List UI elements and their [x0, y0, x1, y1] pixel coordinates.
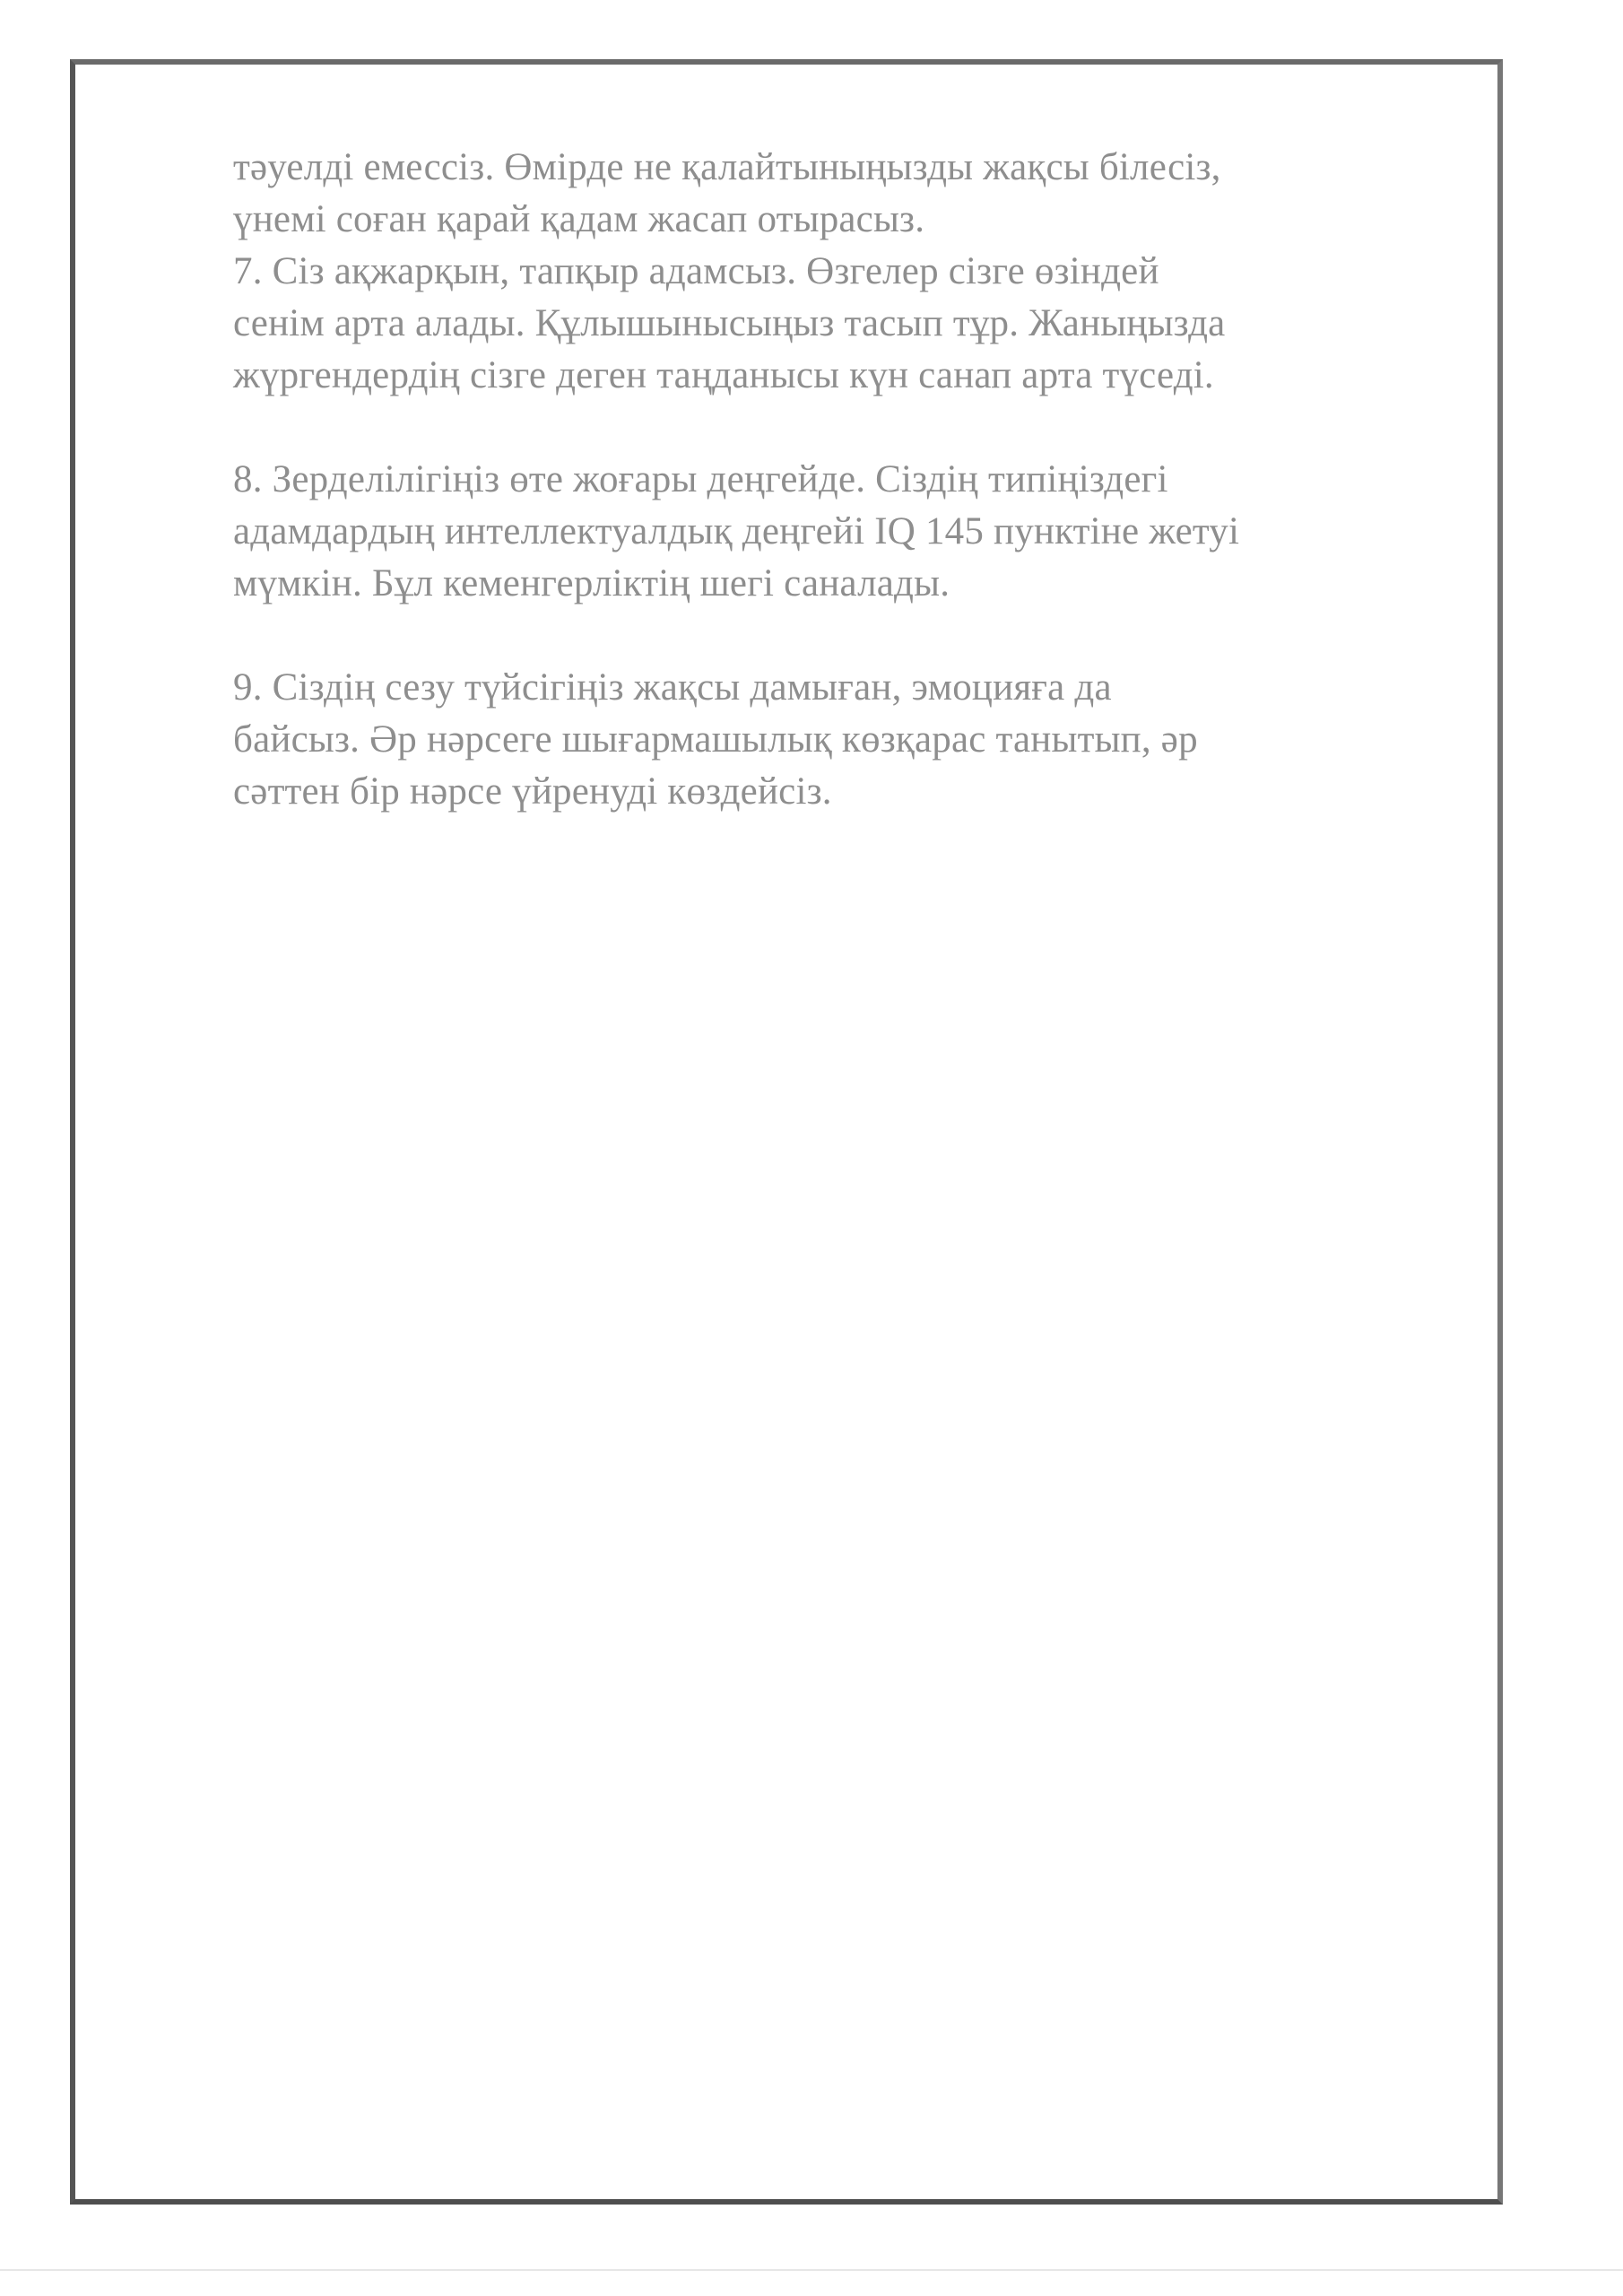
- paragraph-item-7: [233, 246, 1506, 402]
- text-line: 7. Сіз ақжарқын, тапқыр адамсыз. Өзгелер сізге өзіндей: [233, 250, 1159, 292]
- text-line: сәттен бір нәрсе үйренуді көздейсіз.: [233, 770, 832, 813]
- paragraph-continuation: [233, 142, 1506, 246]
- paragraph-item-9: [233, 662, 1506, 818]
- text-line: жүргендердің сізге деген таңданысы күн санап арта түседі.: [233, 354, 1214, 396]
- text-line: тәуелді емессіз. Өмірде не қалайтыныңызды жақсы білесіз,: [233, 146, 1221, 188]
- text-line: 8. Зерделілігіңіз өте жоғары деңгейде. Сіздің типіңіздегі: [233, 458, 1168, 500]
- document-text-body: [233, 142, 1506, 818]
- paragraph-spacer: [233, 402, 1506, 454]
- text-line: үнемі соған қарай қадам жасап отырасыз.: [233, 198, 925, 240]
- paragraph-spacer: [233, 610, 1506, 662]
- text-line: мүмкін. Бұл кеменгерліктің шегі саналады.: [233, 562, 950, 604]
- text-line: адамдардың интеллектуалдық деңгейі IQ 145 пунктіне жетуі: [233, 510, 1240, 552]
- scan-bottom-edge: [0, 2269, 1623, 2271]
- text-line: 9. Сіздің сезу түйсігіңіз жақсы дамыған, эмоцияға да: [233, 666, 1112, 709]
- text-line: сенім арта алады. Құлышынысыңыз тасып тұр. Жаныңызда: [233, 302, 1226, 344]
- text-line: байсыз. Әр нәрсеге шығармашылық көзқарас танытып, әр: [233, 718, 1198, 761]
- paragraph-item-8: [233, 454, 1506, 610]
